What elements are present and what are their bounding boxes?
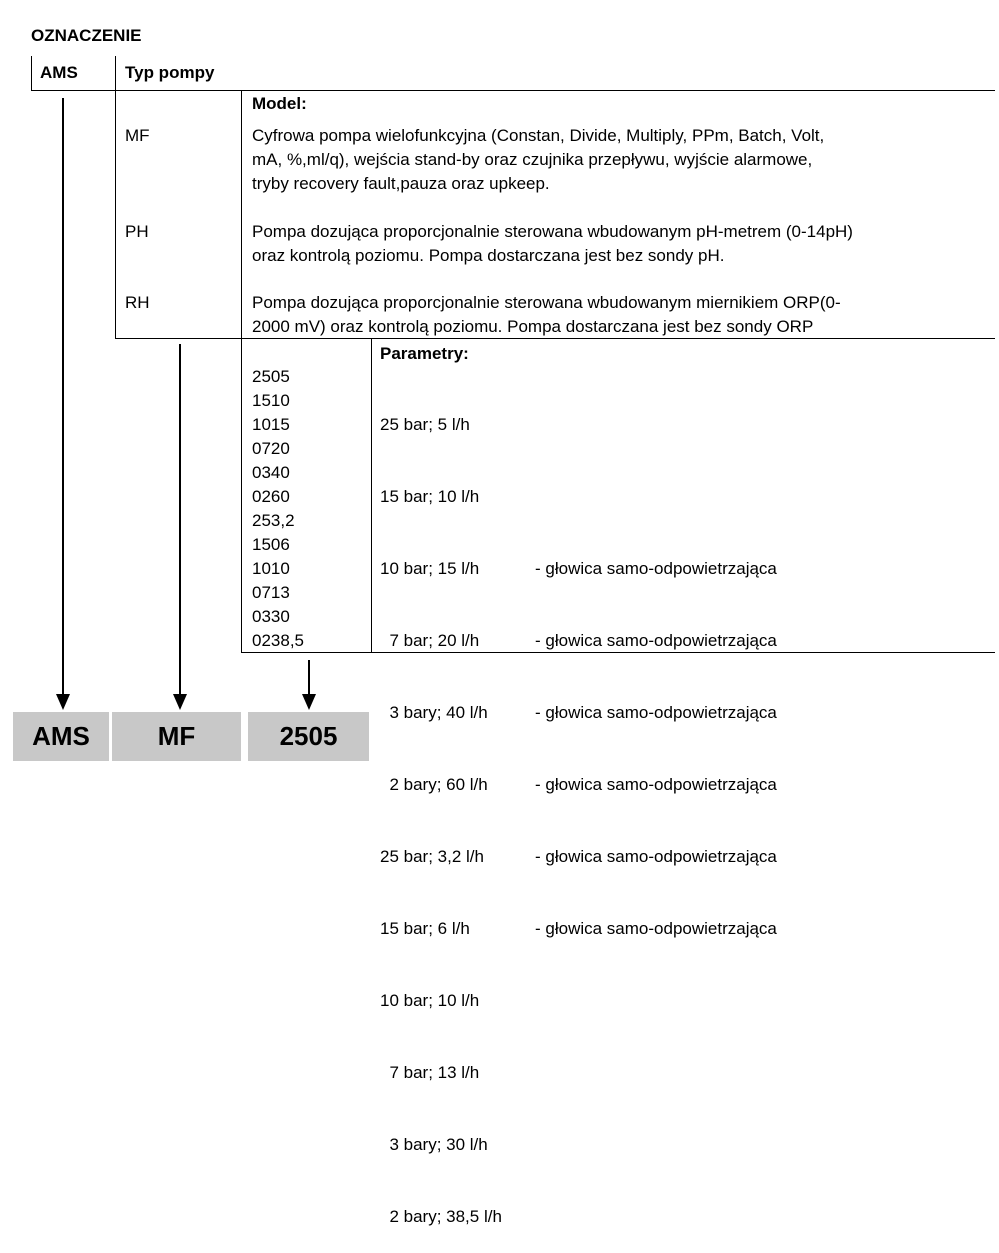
param-code: 2505 <box>252 367 290 386</box>
arrow-model-icon <box>173 344 187 710</box>
model-desc-mf-line1: Cyfrowa pompa wielofunkcyjna (Constan, Divide, Multiply, PPm, Batch, Volt, <box>252 126 825 145</box>
arrow-param-icon <box>302 660 316 710</box>
param-code: 1010 <box>252 559 290 578</box>
param-value: 15 bar; 6 l/h <box>380 919 470 938</box>
result-model-box: MF <box>112 712 241 761</box>
param-value: 7 bar; 13 l/h <box>380 1063 480 1082</box>
param-code: 1510 <box>252 391 290 410</box>
param-value: 3 bary; 30 l/h <box>380 1135 488 1154</box>
column-header-pump-type: Typ pompy <box>125 63 215 82</box>
page-title: OZNACZENIE <box>31 26 142 45</box>
param-code: 1506 <box>252 535 290 554</box>
param-code: 0330 <box>252 607 290 626</box>
model-label: Model: <box>252 94 307 113</box>
param-value: 10 bar; 15 l/h <box>380 559 480 578</box>
param-note: - głowica samo-odpowietrzająca <box>535 559 777 578</box>
param-code: 0720 <box>252 439 290 458</box>
param-value: 2 bary; 38,5 l/h <box>380 1207 502 1226</box>
model-desc-mf-line2: mA, %,ml/q), wejścia stand-by oraz czujnika przepływu, wyjście alarmowe, <box>252 150 813 169</box>
model-desc-ph-line2: oraz kontrolą poziomu. Pompa dostarczana jest bez sondy pH. <box>252 246 725 265</box>
param-note: - głowica samo-odpowietrzająca <box>535 631 777 650</box>
arrow-ams-icon <box>56 98 70 710</box>
param-code: 0713 <box>252 583 290 602</box>
param-value: 7 bar; 20 l/h <box>380 631 480 650</box>
result-param-box: 2505 <box>248 712 369 761</box>
parameters-label: Parametry: <box>380 344 469 363</box>
param-code: 0238,5 <box>252 631 304 650</box>
result-ams-box: AMS <box>13 712 109 761</box>
param-value: 2 bary; 60 l/h <box>380 775 488 794</box>
model-code-rh: RH <box>125 293 150 312</box>
param-value: 25 bar; 5 l/h <box>380 415 470 434</box>
param-note: - głowica samo-odpowietrzająca <box>535 775 777 794</box>
model-desc-rh-line2: 2000 mV) oraz kontrolą poziomu. Pompa dostarczana jest bez sondy ORP <box>252 317 814 336</box>
model-code-mf: MF <box>125 126 150 145</box>
param-note: - głowica samo-odpowietrzająca <box>535 919 777 938</box>
model-code-ph: PH <box>125 222 149 241</box>
param-note: - głowica samo-odpowietrzająca <box>535 703 777 722</box>
param-value: 25 bar; 3,2 l/h <box>380 847 484 866</box>
column-header-ams: AMS <box>40 63 78 82</box>
model-desc-rh-line1: Pompa dozująca proporcjonalnie sterowana wbudowanym miernikiem ORP(0- <box>252 293 841 312</box>
model-desc-mf-line3: tryby recovery fault,pauza oraz upkeep. <box>252 174 550 193</box>
param-code: 0340 <box>252 463 290 482</box>
param-note: - głowica samo-odpowietrzająca <box>535 847 777 866</box>
param-code: 0260 <box>252 487 290 506</box>
model-desc-ph-line1: Pompa dozująca proporcjonalnie sterowana wbudowanym pH-metrem (0-14pH) <box>252 222 853 241</box>
param-value: 3 bary; 40 l/h <box>380 703 488 722</box>
param-value: 10 bar; 10 l/h <box>380 991 480 1010</box>
param-code: 1015 <box>252 415 290 434</box>
param-value: 15 bar; 10 l/h <box>380 487 480 506</box>
param-code: 253,2 <box>252 511 295 530</box>
